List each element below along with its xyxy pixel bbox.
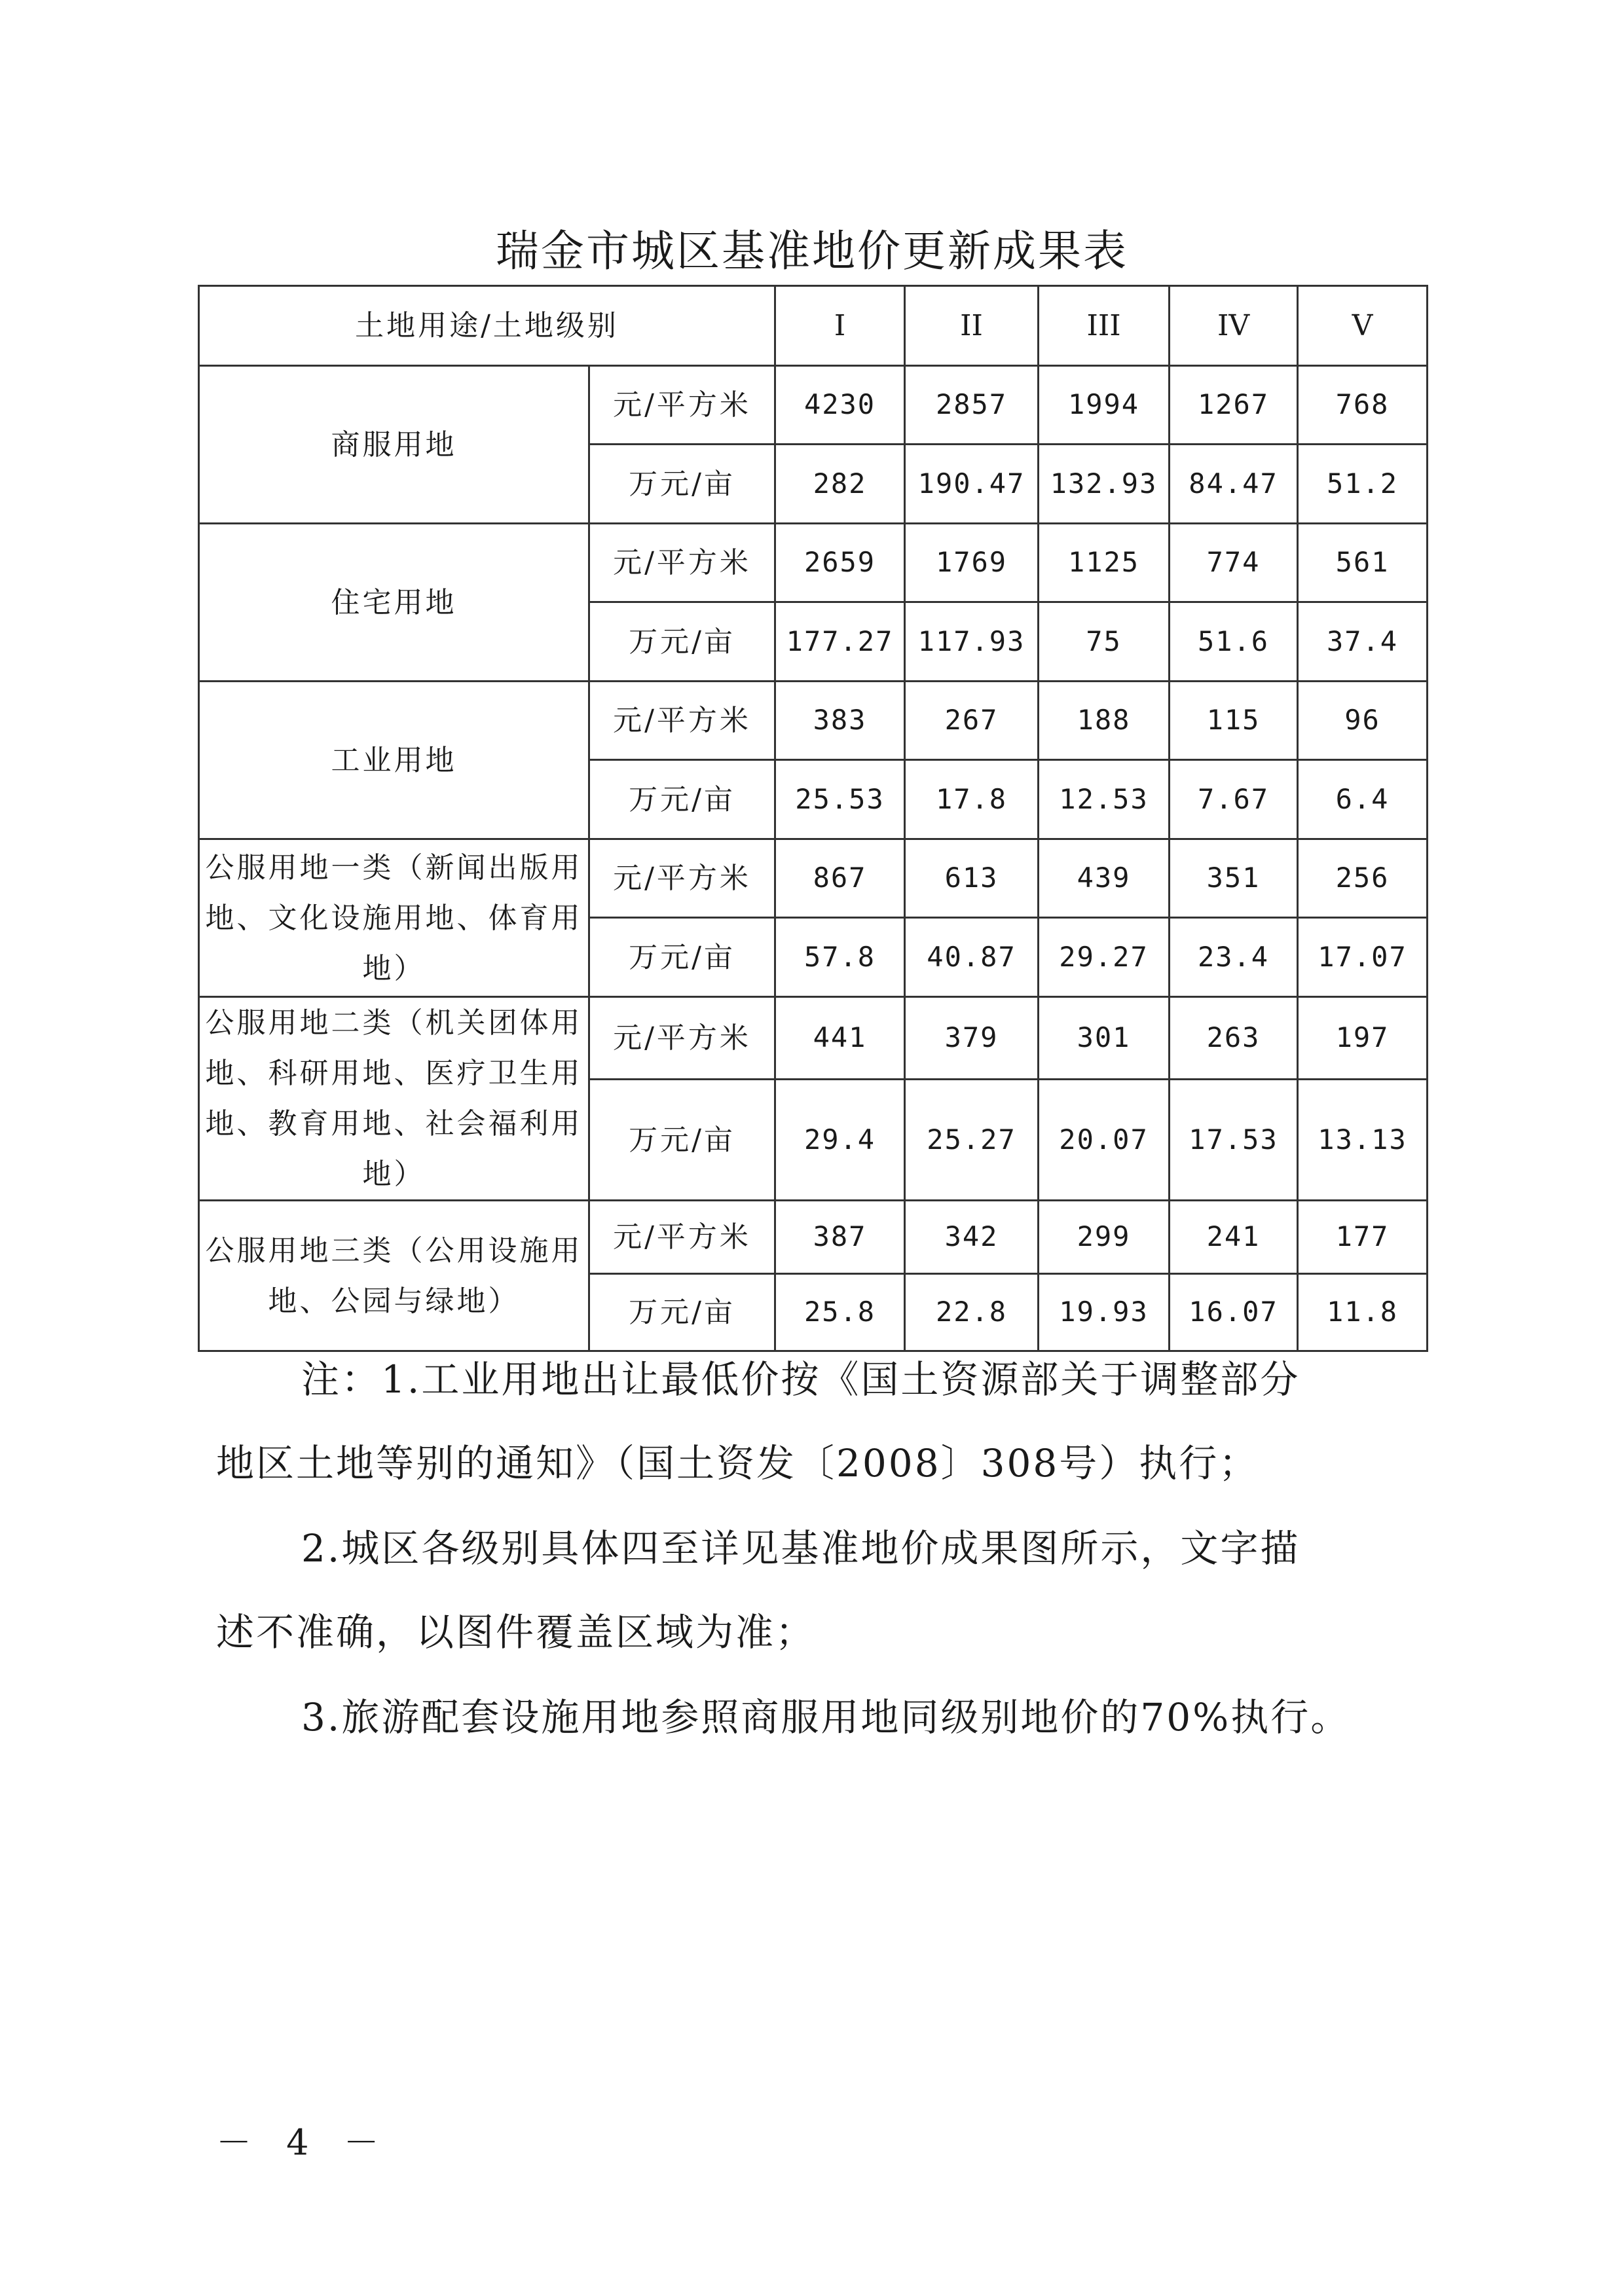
price-cell: 867: [775, 839, 905, 918]
price-cell: 561: [1298, 524, 1428, 602]
unit-label: 元/平方米: [589, 839, 775, 918]
price-cell: 383: [775, 682, 905, 760]
price-cell: 299: [1039, 1201, 1170, 1274]
land-use-category: 公服用地三类（公用设施用地、公园与绿地）: [199, 1201, 589, 1351]
price-cell: 96: [1298, 682, 1428, 760]
price-cell: 57.8: [775, 918, 905, 997]
unit-label: 万元/亩: [589, 760, 775, 839]
price-cell: 25.53: [775, 760, 905, 839]
page-number: － 4 －: [216, 2122, 391, 2163]
unit-label: 万元/亩: [589, 602, 775, 682]
price-cell: 51.6: [1170, 602, 1298, 682]
table-row: [199, 524, 1428, 602]
price-cell: 117.93: [905, 602, 1039, 682]
price-cell: 25.27: [905, 1080, 1039, 1201]
price-cell: 12.53: [1039, 760, 1170, 839]
price-cell: 190.47: [905, 445, 1039, 524]
price-cell: 1267: [1170, 366, 1298, 445]
table-row: [199, 839, 1428, 918]
price-cell: 342: [905, 1201, 1039, 1274]
price-cell: 16.07: [1170, 1274, 1298, 1351]
price-cell: 25.8: [775, 1274, 905, 1351]
table-row: [199, 1201, 1428, 1274]
price-cell: 267: [905, 682, 1039, 760]
price-cell: 1994: [1039, 366, 1170, 445]
table-header-row: [199, 286, 1428, 366]
price-cell: 439: [1039, 839, 1170, 918]
price-cell: 301: [1039, 997, 1170, 1080]
price-cell: 177: [1298, 1201, 1428, 1274]
price-cell: 22.8: [905, 1274, 1039, 1351]
price-cell: 37.4: [1298, 602, 1428, 682]
unit-label: 万元/亩: [589, 918, 775, 997]
unit-label: 元/平方米: [589, 524, 775, 602]
price-cell: 11.8: [1298, 1274, 1428, 1351]
price-cell: 132.93: [1039, 445, 1170, 524]
price-cell: 115: [1170, 682, 1298, 760]
land-use-category: 商服用地: [199, 366, 589, 524]
table-row: [199, 366, 1428, 445]
price-cell: 282: [775, 445, 905, 524]
price-cell: 29.27: [1039, 918, 1170, 997]
price-cell: 387: [775, 1201, 905, 1274]
price-cell: 17.07: [1298, 918, 1428, 997]
price-cell: 13.13: [1298, 1080, 1428, 1201]
price-cell: 441: [775, 997, 905, 1080]
price-cell: 351: [1170, 839, 1298, 918]
land-use-category: 工业用地: [199, 682, 589, 839]
price-cell: 2857: [905, 366, 1039, 445]
price-cell: 379: [905, 997, 1039, 1080]
price-cell: 197: [1298, 997, 1428, 1080]
table-row: [199, 682, 1428, 760]
land-use-category: 住宅用地: [199, 524, 589, 682]
unit-label: 万元/亩: [589, 1274, 775, 1351]
unit-label: 万元/亩: [589, 1080, 775, 1201]
price-cell: 17.8: [905, 760, 1039, 839]
corner-header: 土地用途/土地级别: [199, 286, 775, 366]
price-cell: 774: [1170, 524, 1298, 602]
price-cell: 2659: [775, 524, 905, 602]
price-cell: 19.93: [1039, 1274, 1170, 1351]
level-header: I: [775, 286, 905, 366]
land-price-table: [198, 285, 1428, 1352]
note-line: 3.旅游配套设施用地参照商服用地同级别地价的70%执行。: [301, 1695, 1351, 1740]
document-title: 瑞金市城区基准地价更新成果表: [496, 226, 1128, 276]
price-cell: 613: [905, 839, 1039, 918]
price-cell: 263: [1170, 997, 1298, 1080]
level-header: III: [1039, 286, 1170, 366]
note-line: 述不准确，以图件覆盖区域为准；: [216, 1610, 816, 1654]
level-header: IV: [1170, 286, 1298, 366]
price-cell: 241: [1170, 1201, 1298, 1274]
unit-label: 元/平方米: [589, 682, 775, 760]
unit-label: 元/平方米: [589, 1201, 775, 1274]
price-cell: 1125: [1039, 524, 1170, 602]
level-header: II: [905, 286, 1039, 366]
note-line: 2.城区各级别具体四至详见基准地价成果图所示，文字描: [301, 1526, 1301, 1571]
price-cell: 51.2: [1298, 445, 1428, 524]
price-cell: 188: [1039, 682, 1170, 760]
price-cell: 75: [1039, 602, 1170, 682]
price-cell: 23.4: [1170, 918, 1298, 997]
price-cell: 256: [1298, 839, 1428, 918]
unit-label: 元/平方米: [589, 997, 775, 1080]
note-line: 注：1.工业用地出让最低价按《国土资源部关于调整部分: [301, 1357, 1301, 1402]
price-cell: 7.67: [1170, 760, 1298, 839]
price-cell: 6.4: [1298, 760, 1428, 839]
price-cell: 177.27: [775, 602, 905, 682]
price-cell: 1769: [905, 524, 1039, 602]
price-cell: 768: [1298, 366, 1428, 445]
level-header: V: [1298, 286, 1428, 366]
note-line: 地区土地等别的通知》（国土资发〔2008〕308号）执行；: [216, 1441, 1259, 1485]
unit-label: 万元/亩: [589, 445, 775, 524]
land-use-category: 公服用地一类（新闻出版用地、文化设施用地、体育用地）: [199, 839, 589, 997]
price-cell: 4230: [775, 366, 905, 445]
table-row: [199, 997, 1428, 1080]
price-cell: 40.87: [905, 918, 1039, 997]
price-cell: 17.53: [1170, 1080, 1298, 1201]
land-use-category: 公服用地二类（机关团体用地、科研用地、医疗卫生用地、教育用地、社会福利用地）: [199, 997, 589, 1201]
price-cell: 20.07: [1039, 1080, 1170, 1201]
price-cell: 29.4: [775, 1080, 905, 1201]
unit-label: 元/平方米: [589, 366, 775, 445]
price-cell: 84.47: [1170, 445, 1298, 524]
